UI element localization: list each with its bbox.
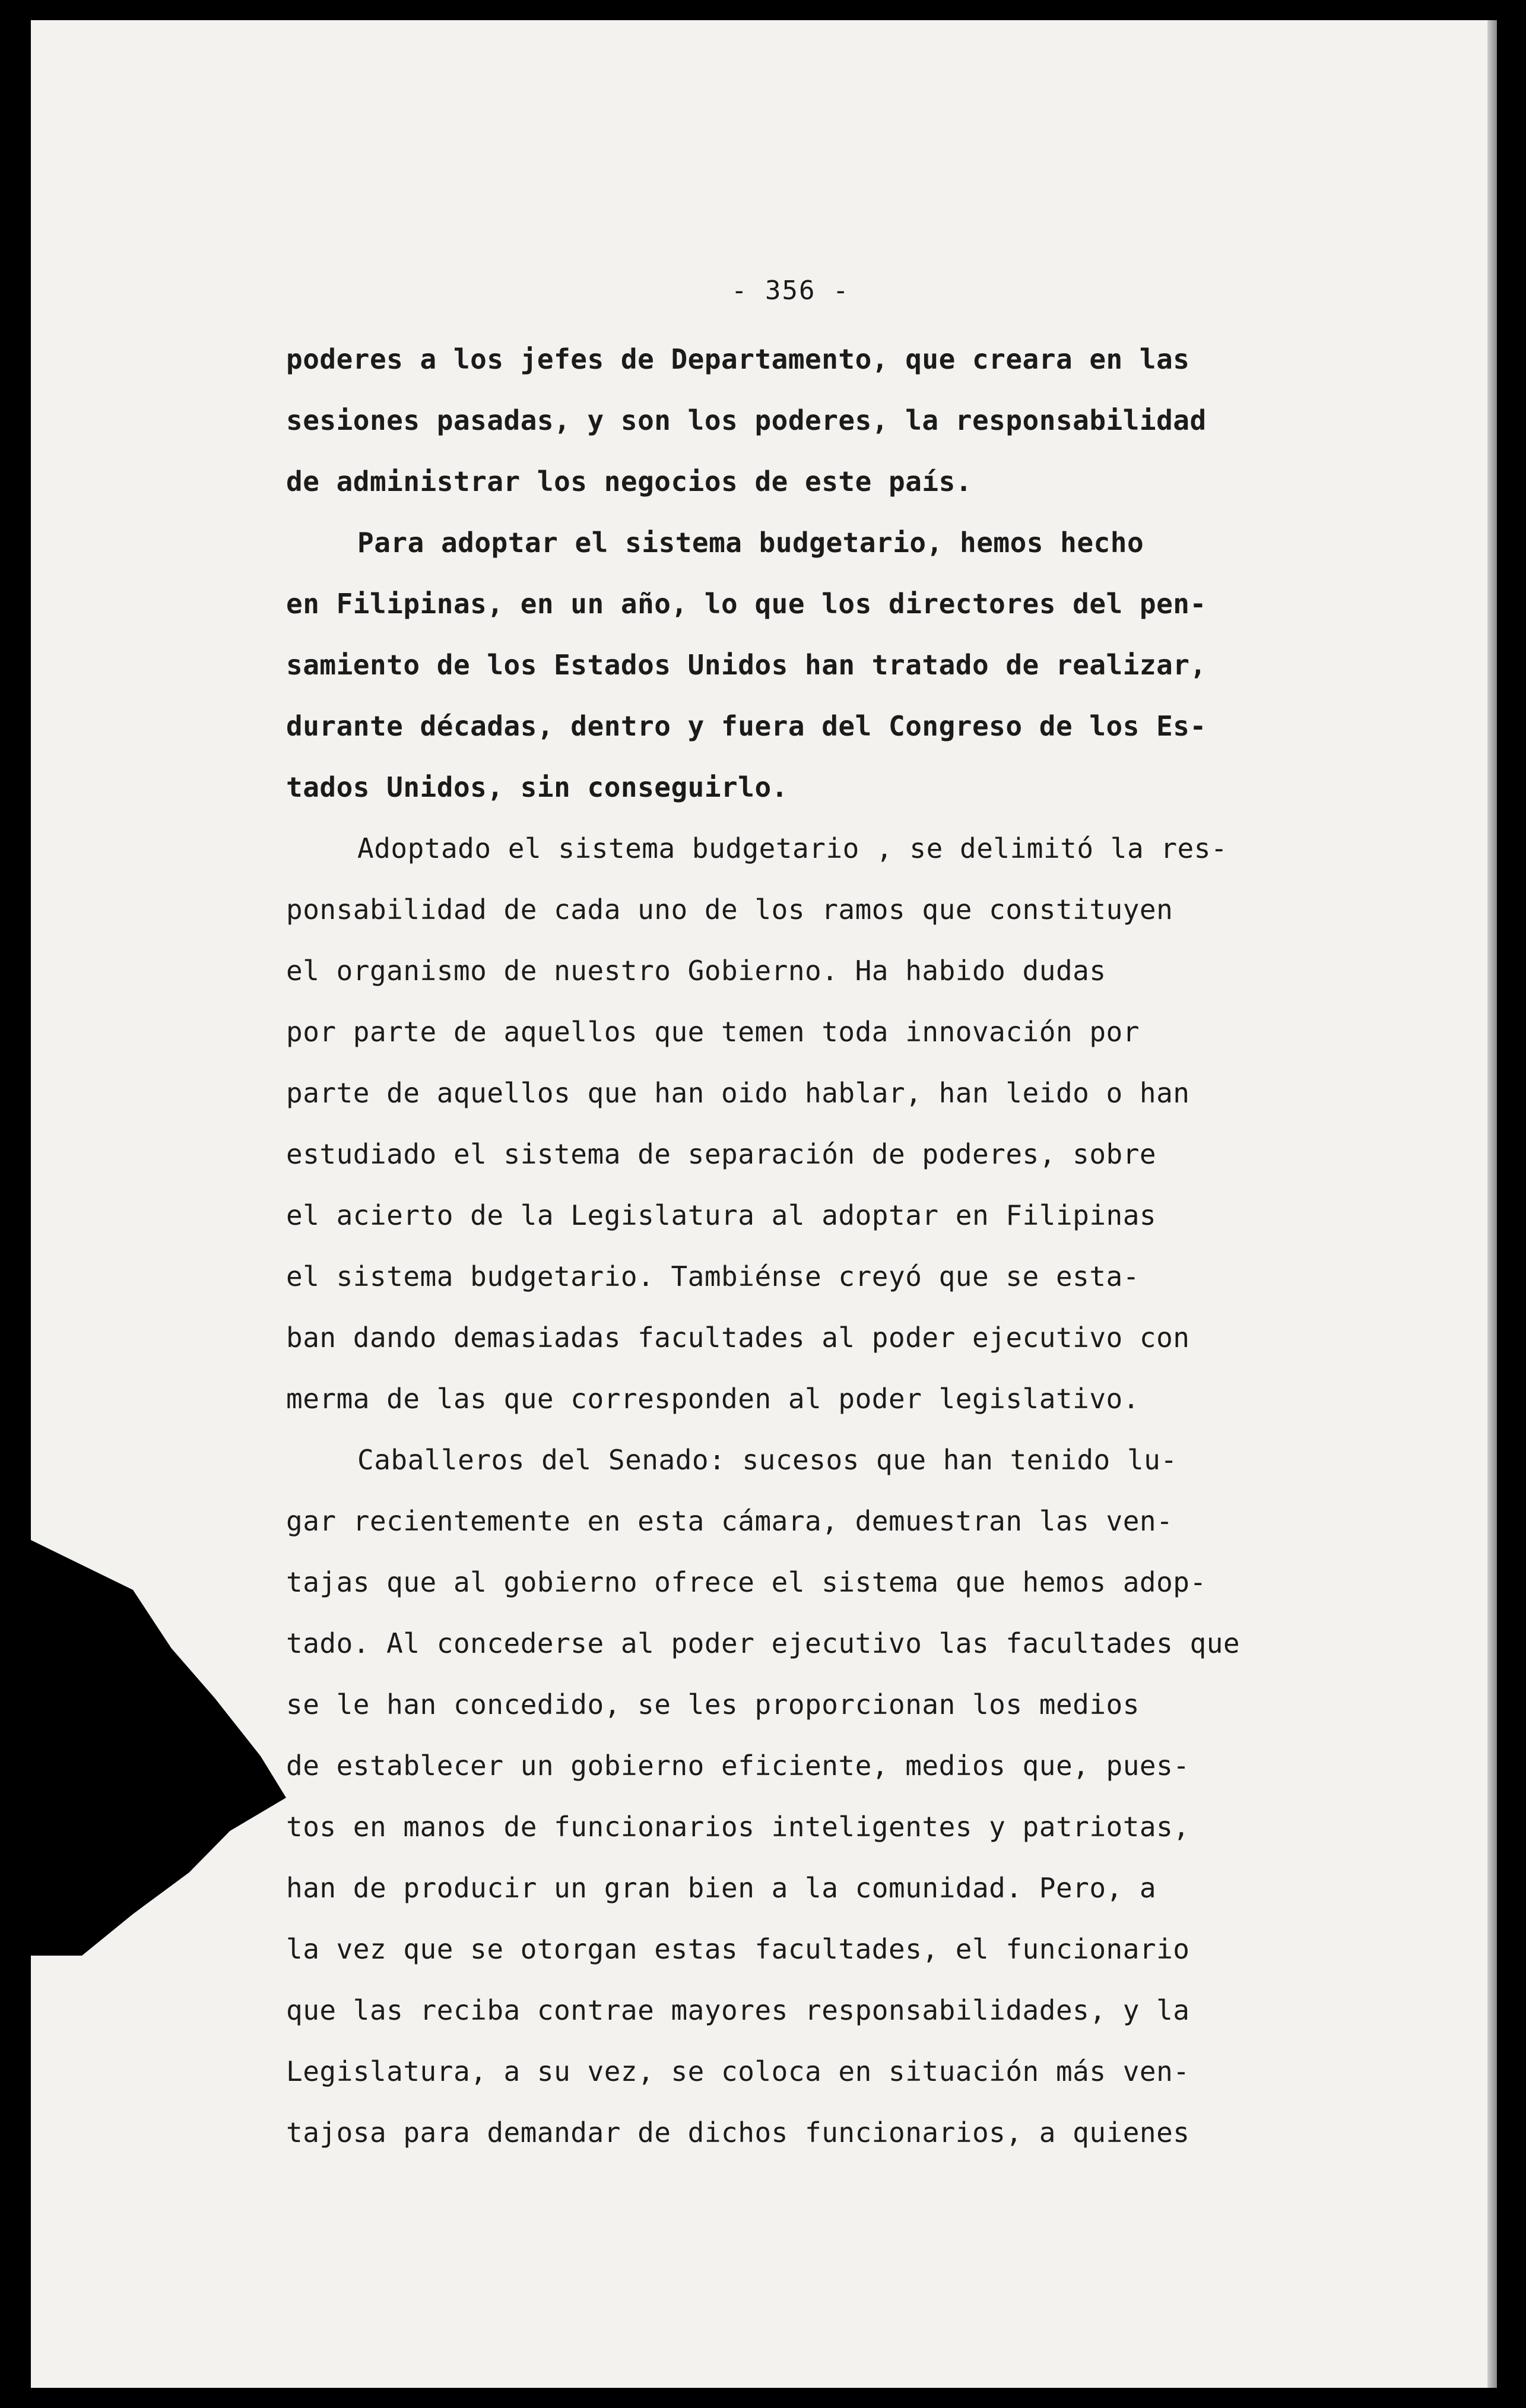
text-line: el organismo de nuestro Gobierno. Ha habido dudas [286, 955, 1106, 987]
text-line: gar recientemente en esta cámara, demuestran las ven- [286, 1505, 1173, 1537]
text-line: de establecer un gobierno eficiente, medios que, pues- [286, 1750, 1190, 1782]
text-line: de administrar los negocios de este país. [286, 465, 972, 498]
text-line: el sistema budgetario. Tambiénse creyó que se esta- [286, 1260, 1140, 1292]
text-line: se le han concedido, se les proporcionan los medios [286, 1688, 1140, 1721]
text-line: ponsabilidad de cada uno de los ramos que constituyen [286, 894, 1173, 926]
text-line: en Filipinas, en un año, lo que los directores del pen- [286, 588, 1207, 620]
text-line: Adoptado el sistema budgetario , se delimitó la res- [357, 832, 1228, 864]
text-line: sesiones pasadas, y son los poderes, la responsabilidad [286, 404, 1207, 436]
torn-page-area [31, 1540, 286, 1956]
document-body [286, 329, 1390, 2163]
text-line: Caballeros del Senado: sucesos que han tenido lu- [357, 1444, 1178, 1476]
text-line: han de producir un gran bien a la comunidad. Pero, a [286, 1872, 1157, 1904]
text-line: el acierto de la Legislatura al adoptar en Filipinas [286, 1199, 1157, 1231]
text-line: tajosa para demandar de dichos funcionarios, a quienes [286, 2116, 1190, 2149]
text-line: durante décadas, dentro y fuera del Congreso de los Es- [286, 710, 1207, 742]
page-edge-shadow [1487, 20, 1497, 2388]
text-line: tajas que al gobierno ofrece el sistema que hemos adop- [286, 1566, 1207, 1598]
text-line: Legislatura, a su vez, se coloca en situación más ven- [286, 2055, 1190, 2087]
text-line: que las reciba contrae mayores responsabilidades, y la [286, 1994, 1190, 2026]
text-line: tos en manos de funcionarios inteligentes y patriotas, [286, 1811, 1190, 1843]
text-line: tado. Al concederse al poder ejecutivo las facultades que [286, 1627, 1241, 1659]
page-number: - 356 - [731, 275, 850, 306]
text-line: tados Unidos, sin conseguirlo. [286, 771, 788, 803]
text-line: samiento de los Estados Unidos han tratado de realizar, [286, 649, 1207, 681]
text-line: merma de las que corresponden al poder legislativo. [286, 1383, 1140, 1415]
document-page [31, 20, 1497, 2388]
text-line: por parte de aquellos que temen toda innovación por [286, 1016, 1140, 1048]
text-line: estudiado el sistema de separación de poderes, sobre [286, 1138, 1157, 1170]
text-line: la vez que se otorgan estas facultades, el funcionario [286, 1933, 1190, 1965]
text-line: Para adoptar el sistema budgetario, hemos hecho [357, 527, 1144, 559]
text-line: parte de aquellos que han oido hablar, han leido o han [286, 1077, 1190, 1109]
text-line: poderes a los jefes de Departamento, que creara en las [286, 343, 1190, 375]
text-line: ban dando demasiadas facultades al poder ejecutivo con [286, 1322, 1190, 1354]
